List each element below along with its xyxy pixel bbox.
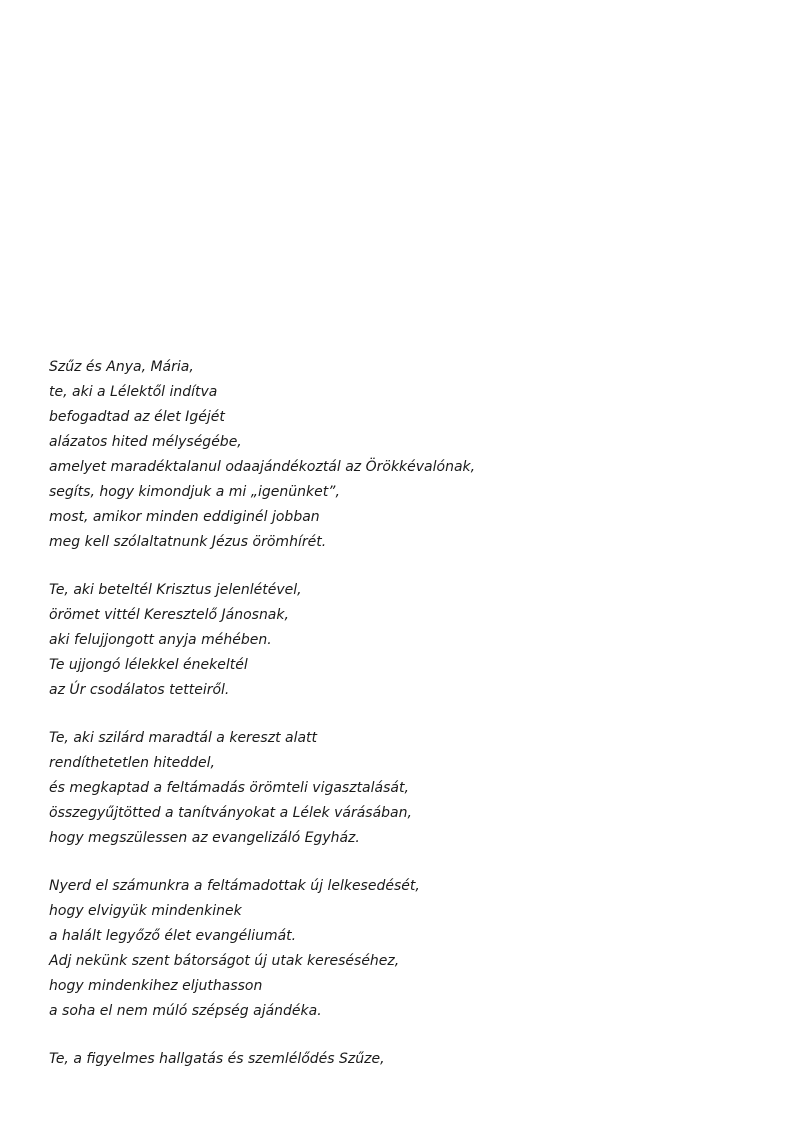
poem-line: és megkaptad a feltámadás örömteli vigasztalását,	[49, 780, 409, 796]
poem-line: Adj nekünk szent bátorságot új utak kereséséhez,	[49, 953, 400, 969]
poem-line: most, amikor minden eddiginél jobban	[49, 509, 320, 525]
prayer-poem	[49, 355, 749, 1095]
poem-line: aki felujjongott anyja méhében.	[49, 632, 272, 648]
poem-line: hogy mindenkihez eljuthasson	[49, 978, 263, 994]
stanza-4	[49, 874, 749, 1024]
poem-line: örömet vittél Keresztelő Jánosnak,	[49, 607, 289, 623]
stanza-5	[49, 1047, 749, 1072]
poem-line: amelyet maradéktalanul odaajándékoztál az Örökkévalónak,	[49, 459, 476, 475]
poem-line: Te, a figyelmes hallgatás és szemlélődés Szűze,	[49, 1051, 385, 1067]
poem-line: rendíthetetlen hiteddel,	[49, 755, 216, 771]
poem-line: alázatos hited mélységébe,	[49, 434, 242, 450]
stanza-1	[49, 355, 749, 555]
poem-line: hogy megszülessen az evangelizáló Egyház.	[49, 830, 360, 846]
poem-line: Szűz és Anya, Mária,	[49, 359, 194, 375]
poem-line: Te, aki beteltél Krisztus jelenlétével,	[49, 582, 302, 598]
poem-line: segíts, hogy kimondjuk a mi „igenünket”,	[49, 484, 340, 500]
poem-line: te, aki a Lélektől indítva	[49, 384, 218, 400]
poem-line: hogy elvigyük mindenkinek	[49, 903, 242, 919]
poem-line: az Úr csodálatos tetteiről.	[49, 682, 230, 698]
poem-line: Te ujjongó lélekkel énekeltél	[49, 657, 248, 673]
poem-line: Te, aki szilárd maradtál a kereszt alatt	[49, 730, 318, 746]
poem-line: meg kell szólaltatnunk Jézus örömhírét.	[49, 534, 327, 550]
stanza-2	[49, 578, 749, 703]
poem-line: a soha el nem múló szépség ajándéka.	[49, 1003, 322, 1019]
poem-line: összegyűjtötted a tanítványokat a Lélek várásában,	[49, 805, 412, 821]
poem-line: a halált legyőző élet evangéliumát.	[49, 928, 297, 944]
poem-line: Nyerd el számunkra a feltámadottak új lelkesedését,	[49, 878, 420, 894]
poem-line: befogadtad az élet Igéjét	[49, 409, 225, 425]
stanza-3	[49, 726, 749, 851]
